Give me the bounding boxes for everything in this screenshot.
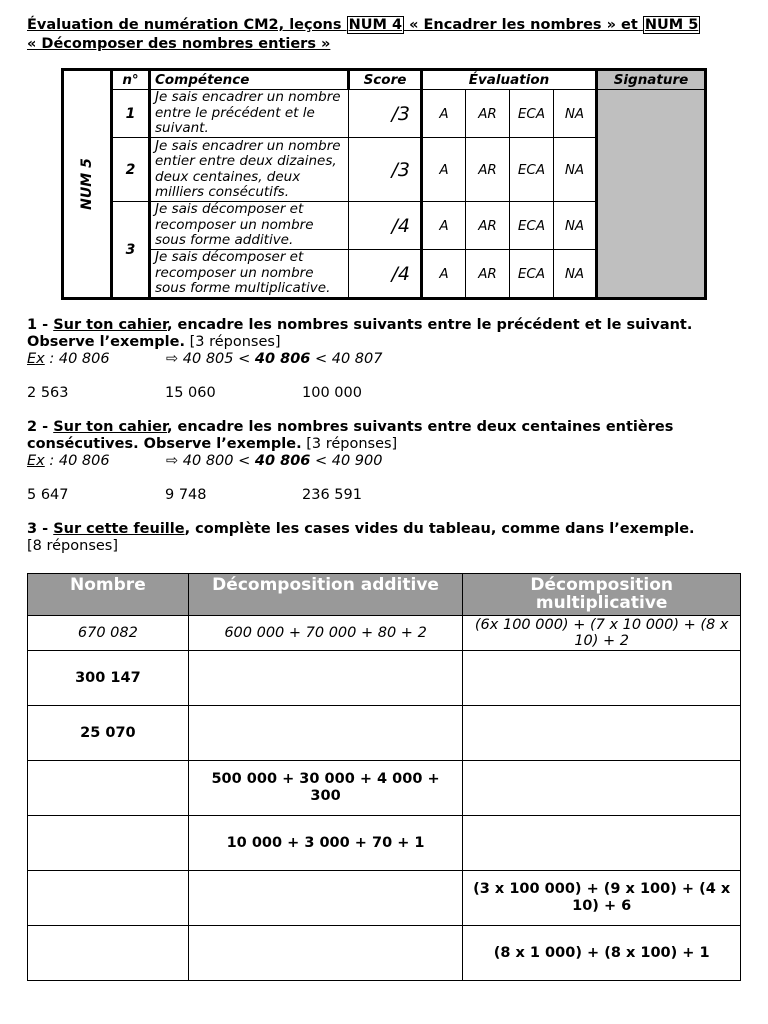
level-eca: ECA <box>510 138 554 202</box>
score-cell: /3 <box>349 90 422 138</box>
title-line2: « Décomposer des nombres entiers » <box>27 36 331 52</box>
competence-text: Je sais décomposer et recomposer un nombre sous forme additive. <box>150 202 349 250</box>
exercise-2-example-answer <box>166 453 382 470</box>
example-label: Ex <box>27 351 45 367</box>
header-n: n° <box>112 70 150 90</box>
table-row <box>28 706 741 761</box>
header-score: Score <box>349 70 422 90</box>
exercise-2-example <box>27 453 110 470</box>
table-row <box>28 816 741 871</box>
score-cell: /4 <box>349 202 422 250</box>
nombre-input-cell[interactable] <box>28 816 189 871</box>
additive-input-cell[interactable] <box>188 651 463 706</box>
example-number: 40 806 <box>254 351 311 367</box>
exercise-text: , encadre les nombres suivants entre deux centaines entières consécutives. Observe l’exemple. <box>27 419 674 452</box>
level-a: A <box>422 138 466 202</box>
lesson-num5-badge: NUM 5 <box>644 17 699 33</box>
exercise-2-instruction <box>27 419 745 453</box>
multiplicative-cell: (3 x 100 000) + (9 x 100) + (4 x 10) + 6 <box>463 871 741 926</box>
exercise-1-instruction <box>27 317 745 351</box>
competence-number: 1 <box>112 90 150 138</box>
answer-count: [3 réponses] <box>301 436 398 452</box>
score-cell: /3 <box>349 138 422 202</box>
level-na: NA <box>554 202 597 250</box>
answer-count: [8 réponses] <box>27 538 119 554</box>
example-value: : 40 806 <box>44 453 110 469</box>
level-ar: AR <box>466 90 510 138</box>
exercise-2-number: 5 647 <box>27 487 69 503</box>
exercise-number: 1 - <box>27 317 54 333</box>
nombre-input-cell[interactable] <box>28 761 189 816</box>
exercise-number: 2 - <box>27 419 54 435</box>
arrow-icon: ⇨ <box>166 351 179 367</box>
level-ar: AR <box>466 138 510 202</box>
level-eca: ECA <box>510 90 554 138</box>
exercise-1-number: 15 060 <box>165 385 216 401</box>
header-additive: Décomposition additive <box>188 574 463 616</box>
table-row <box>28 761 741 816</box>
header-evaluation: Évaluation <box>422 70 597 90</box>
competence-text: Je sais encadrer un nombre entre le précédent et le suivant. <box>150 90 349 138</box>
competence-text: Je sais décomposer et recomposer un nombre sous forme multiplicative. <box>150 250 349 299</box>
additive-input-cell[interactable] <box>188 871 463 926</box>
level-a: A <box>422 202 466 250</box>
evaluation-table <box>61 68 707 300</box>
exercise-2-number: 236 591 <box>302 487 362 503</box>
nombre-cell: 25 070 <box>28 706 189 761</box>
header-multiplicative: Décomposition multiplicative <box>463 574 741 616</box>
lower-bound: 40 800 < <box>178 453 255 469</box>
multiplicative-input-cell[interactable] <box>463 706 741 761</box>
level-ar: AR <box>466 202 510 250</box>
header-nombre: Nombre <box>28 574 189 616</box>
exercise-1-example <box>27 351 110 368</box>
exercise-3-instruction <box>27 521 747 555</box>
level-eca: ECA <box>510 250 554 299</box>
exercise-location: Sur cette feuille <box>53 521 185 537</box>
level-eca: ECA <box>510 202 554 250</box>
title-part2: « Encadrer les nombres » et <box>404 17 643 33</box>
multiplicative-cell: (6x 100 000) + (7 x 10 000) + (8 x 10) + 2 <box>463 616 741 651</box>
exercise-location: Sur ton cahier <box>53 317 167 333</box>
example-row <box>28 616 741 651</box>
arrow-icon: ⇨ <box>166 453 179 469</box>
page-title <box>27 16 743 54</box>
nombre-input-cell[interactable] <box>28 871 189 926</box>
example-value: : 40 806 <box>44 351 110 367</box>
additive-input-cell[interactable] <box>188 926 463 981</box>
decomposition-table <box>27 573 741 981</box>
table-row <box>28 871 741 926</box>
header-signature: Signature <box>597 70 706 90</box>
nombre-cell: 300 147 <box>28 651 189 706</box>
upper-bound: < 40 807 <box>310 351 383 367</box>
table-row <box>28 651 741 706</box>
side-label: NUM 5 <box>79 158 95 210</box>
additive-cell: 600 000 + 70 000 + 80 + 2 <box>188 616 463 651</box>
additive-cell: 500 000 + 30 000 + 4 000 + 300 <box>188 761 463 816</box>
competence-domain-cell <box>63 70 112 299</box>
exercise-1-number: 100 000 <box>302 385 362 401</box>
exercise-text: , encadre les nombres suivants entre le précédent et le suivant. Observe l’exemple. <box>27 317 693 350</box>
example-number: 40 806 <box>254 453 311 469</box>
multiplicative-input-cell[interactable] <box>463 761 741 816</box>
exercise-1-example-answer <box>166 351 382 368</box>
competence-text: Je sais encadrer un nombre entier entre deux dizaines, deux centaines, deux milliers consécutifs. <box>150 138 349 202</box>
lesson-num4-badge: NUM 4 <box>348 17 403 33</box>
exercise-number: 3 - <box>27 521 54 537</box>
nombre-cell: 670 082 <box>28 616 189 651</box>
competence-number: 2 <box>112 138 150 202</box>
level-na: NA <box>554 250 597 299</box>
level-ar: AR <box>466 250 510 299</box>
score-cell: /4 <box>349 250 422 299</box>
signature-box <box>597 90 706 299</box>
table-row <box>63 90 706 138</box>
answer-count: [3 réponses] <box>184 334 281 350</box>
level-na: NA <box>554 138 597 202</box>
lower-bound: 40 805 < <box>178 351 255 367</box>
competence-number: 3 <box>112 202 150 299</box>
exercise-2-number: 9 748 <box>165 487 207 503</box>
multiplicative-cell: (8 x 1 000) + (8 x 100) + 1 <box>463 926 741 981</box>
level-na: NA <box>554 90 597 138</box>
additive-cell: 10 000 + 3 000 + 70 + 1 <box>188 816 463 871</box>
table-row <box>28 926 741 981</box>
multiplicative-input-cell[interactable] <box>463 651 741 706</box>
multiplicative-input-cell[interactable] <box>463 816 741 871</box>
level-a: A <box>422 250 466 299</box>
header-competence: Compétence <box>150 70 349 90</box>
exercise-1-number: 2 563 <box>27 385 69 401</box>
nombre-input-cell[interactable] <box>28 926 189 981</box>
upper-bound: < 40 900 <box>310 453 383 469</box>
title-part1: Évaluation de numération CM2, leçons <box>27 17 347 33</box>
exercise-location: Sur ton cahier <box>53 419 167 435</box>
level-a: A <box>422 90 466 138</box>
additive-input-cell[interactable] <box>188 706 463 761</box>
exercise-text: , complète les cases vides du tableau, comme dans l’exemple. <box>184 521 695 537</box>
example-label: Ex <box>27 453 45 469</box>
